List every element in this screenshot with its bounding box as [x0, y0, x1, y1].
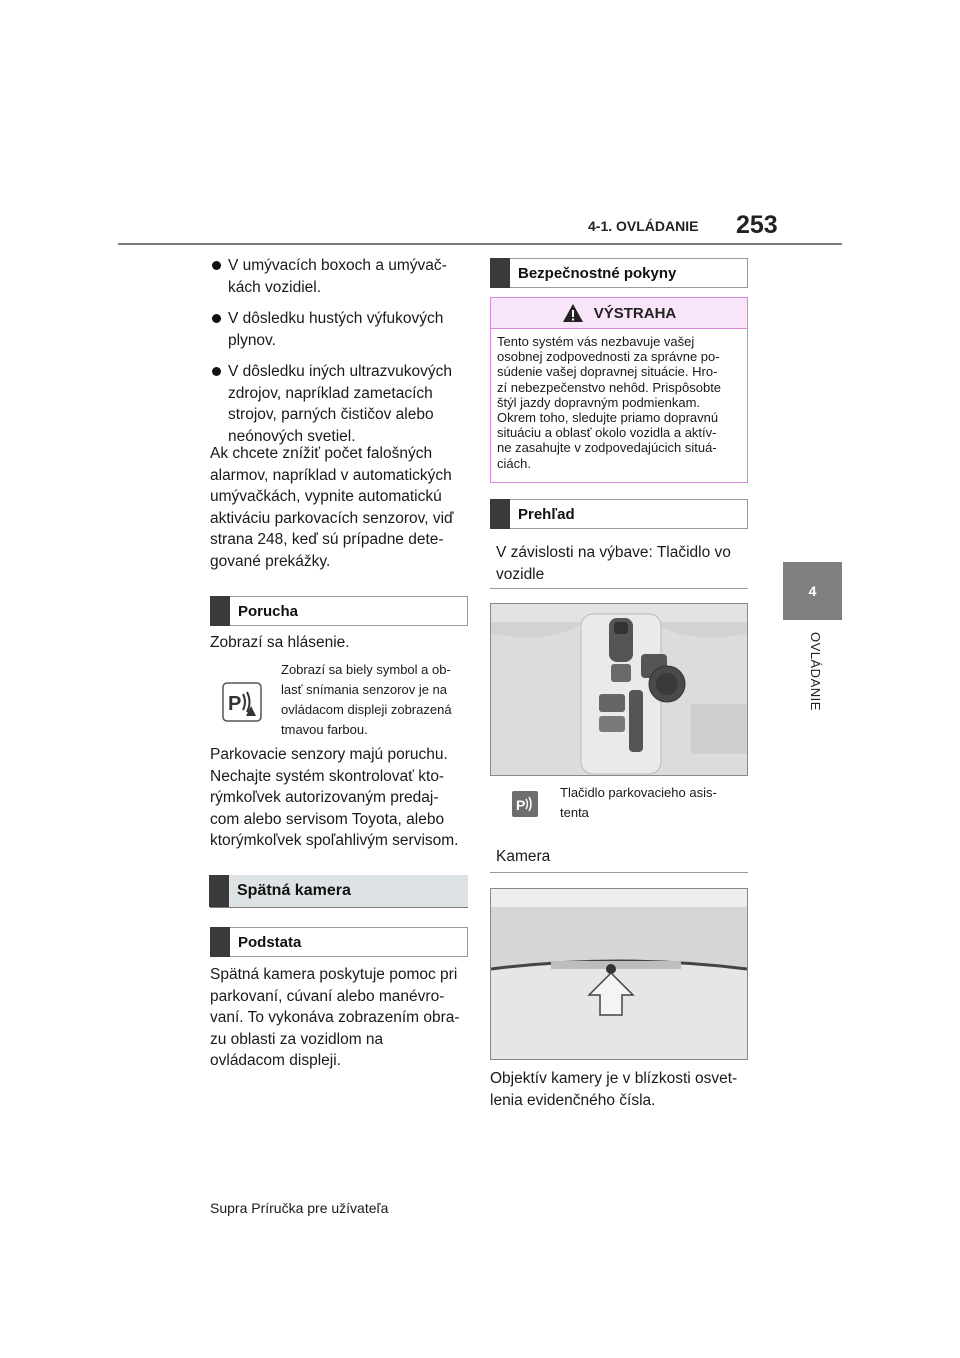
- page-number: 253: [736, 211, 778, 239]
- chapter-label: OVLÁDANIE: [808, 632, 823, 711]
- section-fault: [210, 596, 468, 626]
- header-rule: [118, 243, 842, 245]
- section-rear-camera: [210, 875, 468, 907]
- warning-header: [491, 298, 747, 329]
- fault-paragraph: Parkovacie senzory majú poruchu. Nechajte systém skontrolovať kto- rýmkoľvek autorizovaným predaj- com alebo servisom Toyota, alebo ktorýmkoľvek spoľahlivým servisom.: [210, 746, 459, 849]
- message-text: Zobrazí sa hlásenie.: [210, 634, 350, 651]
- rear-camera-illustration: [490, 888, 748, 1060]
- camera-paragraph: Spätná kamera poskytuje pomoc pri parkovaní, cúvaní alebo manévro- vaní. To vykonáva zobrazením obra- zu oblasti za vozidlom na ovládacom displeji.: [210, 966, 460, 1069]
- section-heading: 4-1. OVLÁDANIE: [588, 218, 699, 234]
- section-marker: [209, 875, 229, 907]
- bullet-item: V dôsledku iných ultrazvukových zdrojov, napríklad zametacích strojov, parných čističov alebo neónových svetiel.: [210, 361, 472, 447]
- warning-box: [490, 297, 748, 483]
- camera-caption: Objektív kamery je v blízkosti osvet- lenia evidenčného čísla.: [490, 1070, 738, 1109]
- warning-text: Tento systém vás nezbavuje vašej osobnej zodpovednosti za správne po- súdenie vašej dopravnej situácie. Hro- zí nebezpečenstvo nehôd. Prispôsobte štýl jazdy dopravným podmienkam. Okrem toho, sledujte priamo dopravnú situáciu a oblasť okolo vozidla a aktív- ne zasahujte v zodpovedajúcich situá- ciách.: [497, 334, 722, 471]
- section-marker: [210, 596, 230, 626]
- false-alarm-paragraph: Ak chcete znížiť počet falošných alarmov, napríklad v automatických umývačkách, vypnite automatickú aktiváciu parkovacích senzorov, viď strana 248, keď sú prípadne dete- gované prekážky.: [210, 445, 454, 570]
- section-rear-camera-title: Spätná kamera: [237, 882, 351, 899]
- center-console-illustration: [490, 603, 748, 776]
- footer-text: Supra Príručka pre užívateľa: [210, 1200, 389, 1216]
- section-marker: [210, 927, 230, 957]
- warning-triangle-icon: [562, 303, 584, 323]
- warning-title: VÝSTRAHA: [593, 304, 677, 322]
- svg-text:P: P: [516, 797, 526, 813]
- section-principle-title: Podstata: [238, 933, 302, 951]
- bullet-item: V dôsledku hustých výfukových plynov.: [210, 308, 472, 351]
- divider: [210, 907, 468, 908]
- camera-subheading: Kamera: [496, 848, 551, 865]
- section-safety: [490, 258, 748, 288]
- park-distance-warning-icon: [222, 682, 262, 722]
- section-fault-title: Porucha: [238, 602, 299, 620]
- symbol-caption: Zobrazí sa biely symbol a ob- lasť snímania senzorov je na ovládacom displeji zobrazená tmavou farbou.: [281, 662, 452, 737]
- section-overview: [490, 499, 748, 529]
- section-safety-title: Bezpečnostné pokyny: [518, 264, 677, 282]
- divider: [490, 872, 748, 873]
- park-assist-button-icon: [512, 791, 538, 817]
- section-overview-title: Prehľad: [518, 505, 575, 523]
- section-marker: [490, 499, 510, 529]
- bullet-list: [210, 255, 472, 457]
- equipment-text: V závislosti na výbave: Tlačidlo vo vozidle: [496, 544, 731, 583]
- svg-text:P: P: [228, 693, 242, 715]
- section-marker: [490, 258, 510, 288]
- button-caption: Tlačidlo parkovacieho asis- tenta: [560, 785, 717, 820]
- section-principle: [210, 927, 468, 957]
- bullet-item: V umývacích boxoch a umývač- kách vozidiel.: [210, 255, 472, 298]
- divider: [490, 588, 748, 589]
- chapter-tab: 4: [783, 562, 842, 620]
